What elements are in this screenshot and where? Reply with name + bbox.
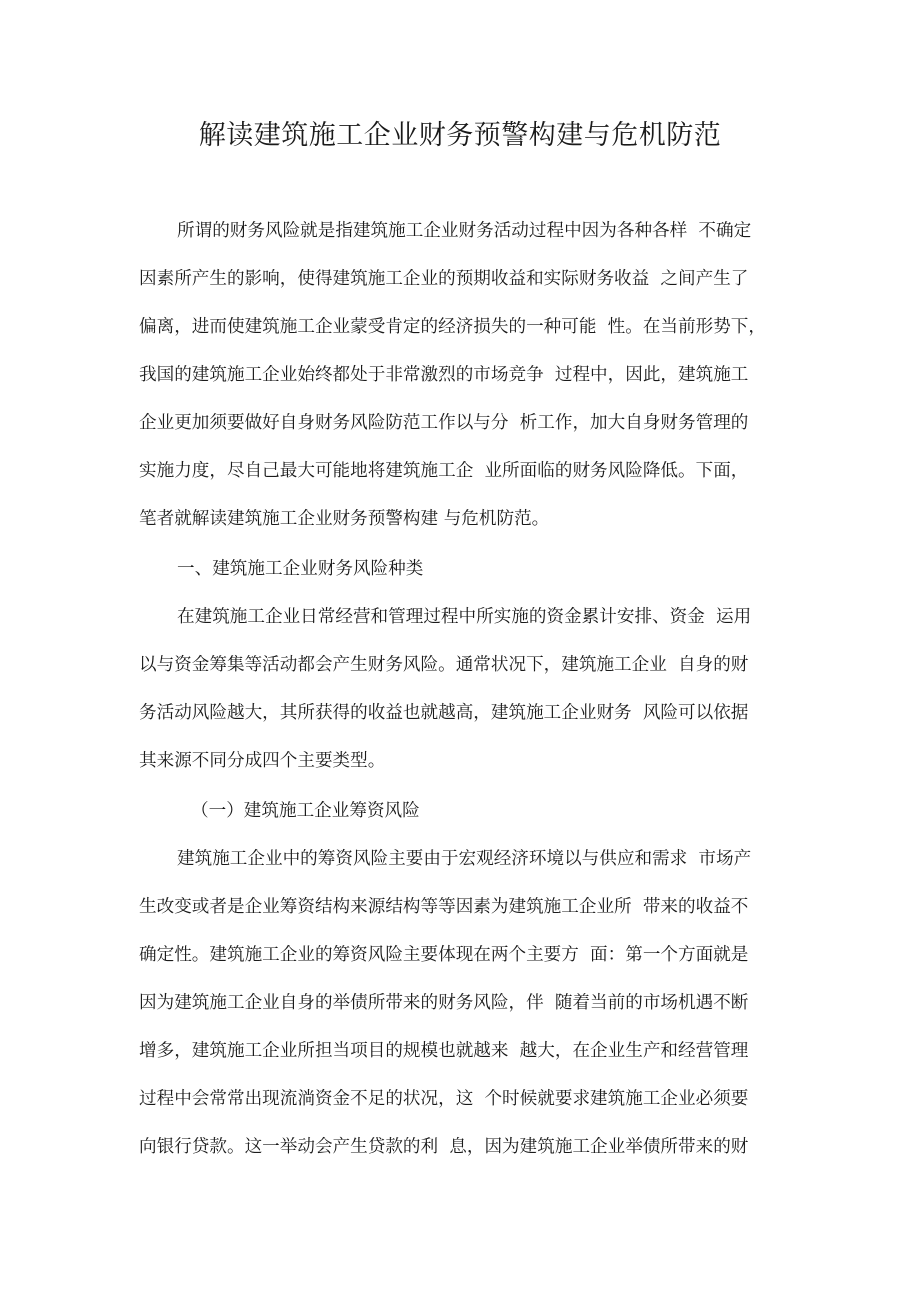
document-title: 解读建筑施工企业财务预警构建与危机防范 [198,120,722,151]
paragraph-line: 建筑施工企业中的筹资风险主要由于宏观经济环境以与供应和需求 市场产 [177,849,752,869]
paragraph-line: 在建筑施工企业日常经营和管理过程中所实施的资金累计安排、资金 运用 [177,607,752,627]
section-heading: 一、建筑施工企业财务风险种类 [177,559,424,579]
paragraph-line: 过程中会常常出现流淌资金不足的状况，这 个时候就要求建筑施工企业必须要 [139,1089,749,1109]
paragraph-line: 因为建筑施工企业自身的举债所带来的财务风险，伴 随着当前的市场机遇不断 [139,993,749,1013]
paragraph-line: 生改变或者是企业筹资结构来源结构等等因素为建筑施工企业所 带来的收益不 [139,897,749,917]
subsection-heading: （一）建筑施工企业筹资风险 [191,801,420,821]
paragraph-line: 企业更加须要做好自身财务风险防范工作以与分 析工作，加大自身财务管理的 [139,413,749,433]
paragraph-line: 所谓的财务风险就是指建筑施工企业财务活动过程中因为各种各样 不确定 [177,221,752,241]
paragraph-line: 偏离，进而使建筑施工企业蒙受肯定的经济损失的一种可能 性。在当前形势下， [139,317,766,337]
paragraph-line: 实施力度，尽自己最大可能地将建筑施工企 业所面临的财务风险降低。下面， [139,461,749,481]
paragraph-line: 我国的建筑施工企业始终都处于非常激烈的市场竞争 过程中，因此，建筑施工 [139,365,749,385]
paragraph-line: 务活动风险越大，其所获得的收益也就越高，建筑施工企业财务 风险可以依据 [139,703,749,723]
paragraph-line: 因素所产生的影响，使得建筑施工企业的预期收益和实际财务收益 之间产生了 [139,269,749,289]
paragraph-line: 以与资金筹集等活动都会产生财务风险。通常状况下，建筑施工企业 自身的财 [139,655,749,675]
paragraph-line: 增多，建筑施工企业所担当项目的规模也就越来 越大，在企业生产和经营管理 [139,1041,749,1061]
paragraph-line: 其来源不同分成四个主要类型。 [139,751,386,771]
paragraph-line: 笔者就解读建筑施工企业财务预警构建 与危机防范。 [139,509,550,529]
paragraph-line: 确定性。建筑施工企业的筹资风险主要体现在两个主要方 面：第一个方面就是 [139,945,749,965]
paragraph-line: 向银行贷款。这一举动会产生贷款的利 息，因为建筑施工企业举债所带来的财 [139,1137,749,1157]
